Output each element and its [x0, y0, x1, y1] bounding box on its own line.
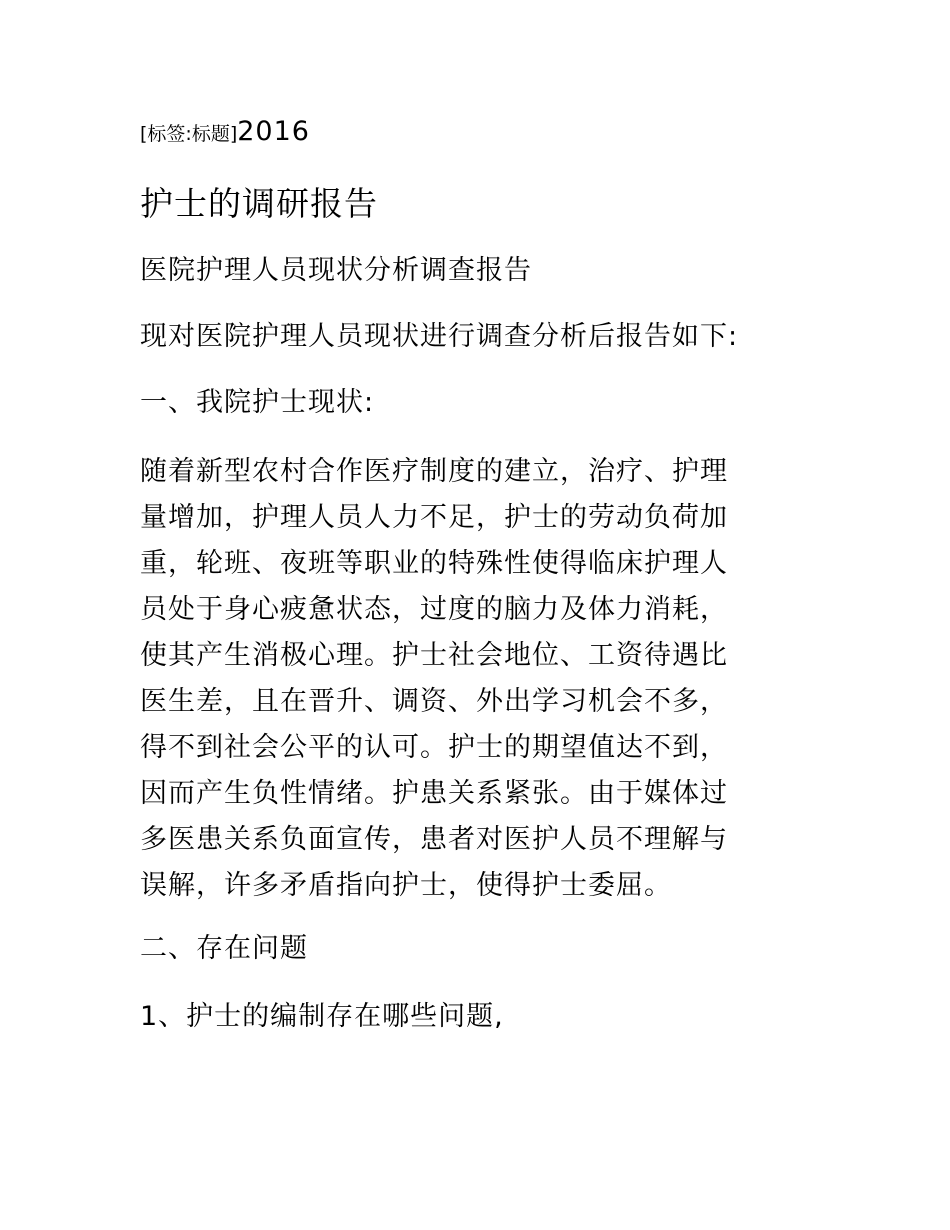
paragraph-line: 随着新型农村合作医疗制度的建立，治疗、护理 — [140, 456, 728, 487]
document-title: 护士的调研报告 — [140, 184, 378, 223]
paragraph-line: 多医患关系负面宣传，患者对医护人员不理解与 — [140, 824, 728, 855]
document-subtitle: 医院护理人员现状分析调查报告 — [140, 255, 532, 286]
paragraph-line: 量增加，护理人员人力不足，护士的劳动负荷加 — [140, 502, 728, 533]
paragraph-line: 因而产生负性情绪。护患关系紧张。由于媒体过 — [140, 778, 728, 809]
paragraph-line: 医生差，且在晋升、调资、外出学习机会不多， — [140, 686, 728, 717]
paragraph-line: 得不到社会公平的认可。护士的期望值达不到， — [140, 732, 728, 763]
problem-item-1: 1、护士的编制存在哪些问题, — [140, 1001, 504, 1032]
section-heading-current-status: 一、我院护士现状: — [140, 387, 375, 418]
paragraph-line: 重，轮班、夜班等职业的特殊性使得临床护理人 — [140, 548, 728, 579]
tag-year: 2016 — [237, 116, 310, 147]
section-heading-problems: 二、存在问题 — [140, 933, 308, 964]
paragraph-line: 使其产生消极心理。护士社会地位、工资待遇比 — [140, 640, 728, 671]
paragraph-line: 员处于身心疲惫状态，过度的脑力及体力消耗， — [140, 594, 728, 625]
tag-line — [140, 112, 310, 154]
section-status-paragraph — [140, 449, 810, 909]
tag-label: [标签:标题] — [140, 123, 238, 145]
intro-paragraph: 现对医院护理人员现状进行调查分析后报告如下: — [140, 321, 739, 352]
paragraph-line: 误解，许多矛盾指向护士，使得护士委屈。 — [140, 870, 672, 901]
